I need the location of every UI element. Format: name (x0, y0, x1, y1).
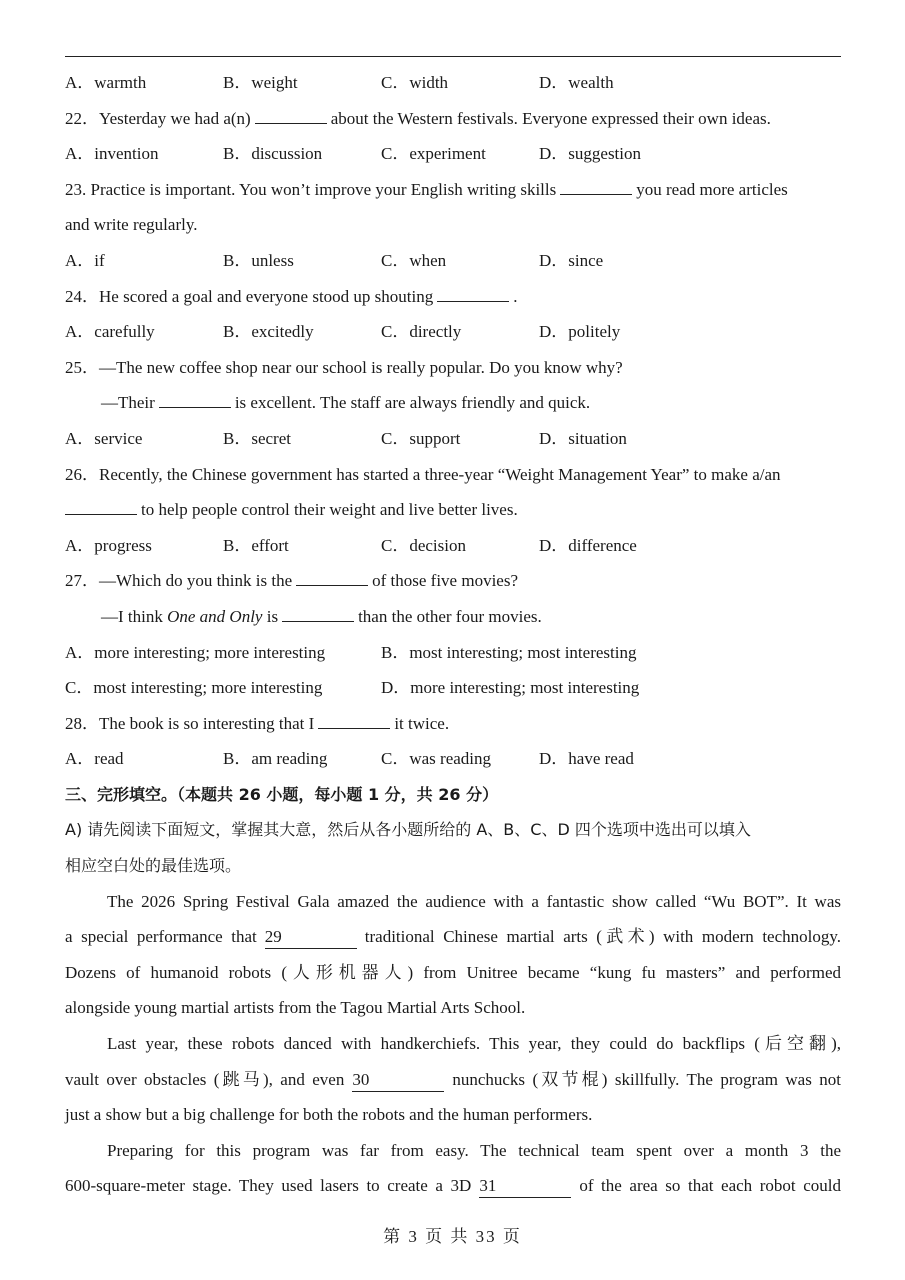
section-instruction-line2: 相应空白处的最佳选项。 (65, 856, 242, 876)
q27-text-before-2: —I think (101, 606, 163, 626)
q26-text-after: to help people control their weight and live better lives. (141, 500, 518, 520)
q26-stem-line2 (65, 492, 841, 528)
q21-option-a: A．warmth (65, 73, 147, 92)
q28-text-after: it twice. (394, 713, 450, 733)
p3-text-after: of the area so that each robot could (579, 1176, 841, 1196)
p3-text-before: 600-square-meter stage. They used lasers to create a 3D (65, 1176, 472, 1196)
q23-options (65, 243, 841, 279)
q28-options (65, 741, 841, 777)
top-rule (65, 56, 841, 57)
q26-stem-line1: 26．Recently, the Chinese government has started a three-year “Weight Management Year” to make a/an (65, 464, 781, 484)
q23-option-c: C．when (381, 250, 447, 270)
q26-options (65, 528, 841, 564)
blank-29: 29 (265, 926, 357, 949)
section-heading: 三、完形填空。（本题共 26 小题，每小题 1 分，共 26 分） (65, 784, 499, 804)
passage-p1-line4: alongside young martial artists from the Tagou Martial Arts School. (65, 998, 526, 1018)
q24-text-after: . (513, 286, 518, 306)
q25-text-after: is excellent. The staff are always friendly and quick. (234, 393, 591, 413)
q27-option-a: A．more interesting; more interesting (65, 642, 326, 662)
q27-option-b: B．most interesting; most interesting (381, 642, 637, 662)
answer-blank (318, 709, 390, 729)
q26-option-b: B．effort (223, 535, 289, 555)
q26-option-d: D．difference (539, 535, 637, 555)
q22-option-d: D．suggestion (539, 144, 641, 164)
q23-option-d: D．since (539, 250, 604, 270)
q21-option-d: D．wealth (539, 73, 614, 92)
passage-p3-line2 (65, 1168, 841, 1204)
q24-option-b: B．excitedly (223, 322, 314, 342)
q23-stem-line2: and write regularly. (65, 215, 198, 235)
q27-text-after: of those five movies? (372, 571, 519, 591)
q25-stem-line2 (65, 385, 841, 421)
q25-options (65, 421, 841, 457)
p1-text-after: traditional Chinese martial arts (武术) with modern technology. (364, 927, 842, 947)
q22-text-before: Yesterday we had a(n) (99, 108, 251, 128)
passage-p1-line1: The 2026 Spring Festival Gala amazed the audience with a fantastic show called “Wu BOT”. It was (107, 891, 841, 911)
q27-stem-line2 (65, 599, 841, 635)
exam-page (65, 65, 841, 1204)
q24-option-d: D．politely (539, 322, 621, 342)
q27-text-after-2: than the other four movies. (358, 606, 542, 626)
q21-option-c: C．width (381, 73, 449, 92)
q23-option-b: B．unless (223, 250, 294, 270)
answer-blank (437, 282, 509, 302)
p1-text-before: a special performance that (65, 927, 257, 947)
q22-option-c: C．experiment (381, 144, 486, 164)
q26-option-c: C．decision (381, 535, 466, 555)
answer-blank (296, 566, 368, 586)
passage-p2-line3: just a show but a big challenge for both the robots and the human performers. (65, 1105, 593, 1125)
passage-p3-line1: Preparing for this program was far from easy. The technical team spent over a month 3 the (107, 1140, 841, 1160)
q22-options (65, 136, 841, 172)
answer-blank (255, 104, 327, 124)
q26-option-a: A．progress (65, 535, 152, 555)
q24-text-before: 24．He scored a goal and everyone stood up shouting (65, 286, 434, 306)
q25-option-c: C．support (381, 428, 461, 448)
q27-options-row2 (65, 670, 841, 706)
q25-option-d: D．situation (539, 428, 627, 448)
passage-p2-line2 (65, 1062, 841, 1098)
q23-text-after: you read more articles (636, 179, 788, 199)
q22-stem (65, 101, 841, 137)
page-footer: 第 3 页 共 33 页 (383, 1227, 522, 1246)
q23-text-before: 23. Practice is important. You won’t improve your English writing skills (65, 179, 557, 199)
q24-option-c: C．directly (381, 322, 462, 342)
q22-text-after: about the Western festivals. Everyone expressed their own ideas. (330, 108, 771, 128)
passage-p2-line1: Last year, these robots danced with handkerchiefs. This year, they could do backflips (后空翻), (107, 1034, 841, 1054)
q22-option-a: A．invention (65, 144, 159, 164)
blank-31: 31 (479, 1175, 571, 1198)
q24-options (65, 314, 841, 350)
q28-stem (65, 706, 841, 742)
section-instruction-line1: A) 请先阅读下面短文，掌握其大意，然后从各小题所给的 A、B、C、D 四个选项中选出可以填入 (65, 820, 751, 840)
answer-blank (560, 175, 632, 195)
q27-text-mid: is (266, 606, 279, 626)
q27-options-row1 (65, 635, 841, 671)
q28-text-before: 28．The book is so interesting that I (65, 713, 315, 733)
q22-option-b: B．discussion (223, 144, 323, 164)
movie-title: One and Only (167, 606, 263, 626)
q24-option-a: A．carefully (65, 322, 155, 342)
q27-option-c: C．most interesting; more interesting (65, 678, 323, 698)
passage-p1-line3: Dozens of humanoid robots (人形机器人) from Unitree became “kung fu masters” and performed (65, 962, 841, 982)
answer-blank (282, 602, 354, 622)
q21-options (65, 65, 841, 101)
blank-30: 30 (352, 1069, 444, 1092)
q27-text-before: 27．—Which do you think is the (65, 571, 293, 591)
q27-option-d: D．more interesting; most interesting (381, 678, 640, 698)
q24-stem (65, 279, 841, 315)
answer-blank (159, 388, 231, 408)
q21-option-b: B．weight (223, 73, 298, 92)
q22-number: 22． (65, 108, 99, 128)
q28-option-b: B．am reading (223, 749, 328, 769)
passage-p1-line2 (65, 919, 841, 955)
q28-option-a: A．read (65, 749, 124, 769)
q25-stem-line1: 25．—The new coffee shop near our school is really popular. Do you know why? (65, 357, 623, 377)
q25-option-a: A．service (65, 428, 143, 448)
q28-option-d: D．have read (539, 749, 634, 769)
q28-option-c: C．was reading (381, 749, 492, 769)
q25-option-b: B．secret (223, 428, 291, 448)
q27-stem-line1 (65, 563, 841, 599)
answer-blank (65, 495, 137, 515)
q23-option-a: A．if (65, 250, 105, 270)
p2-text-before: vault over obstacles (跳马), and even (65, 1069, 345, 1089)
q23-stem-line1 (65, 172, 841, 208)
p2-text-after: nunchucks (双节棍) skillfully. The program was not (452, 1069, 841, 1089)
q25-text-before: —Their (101, 393, 155, 413)
